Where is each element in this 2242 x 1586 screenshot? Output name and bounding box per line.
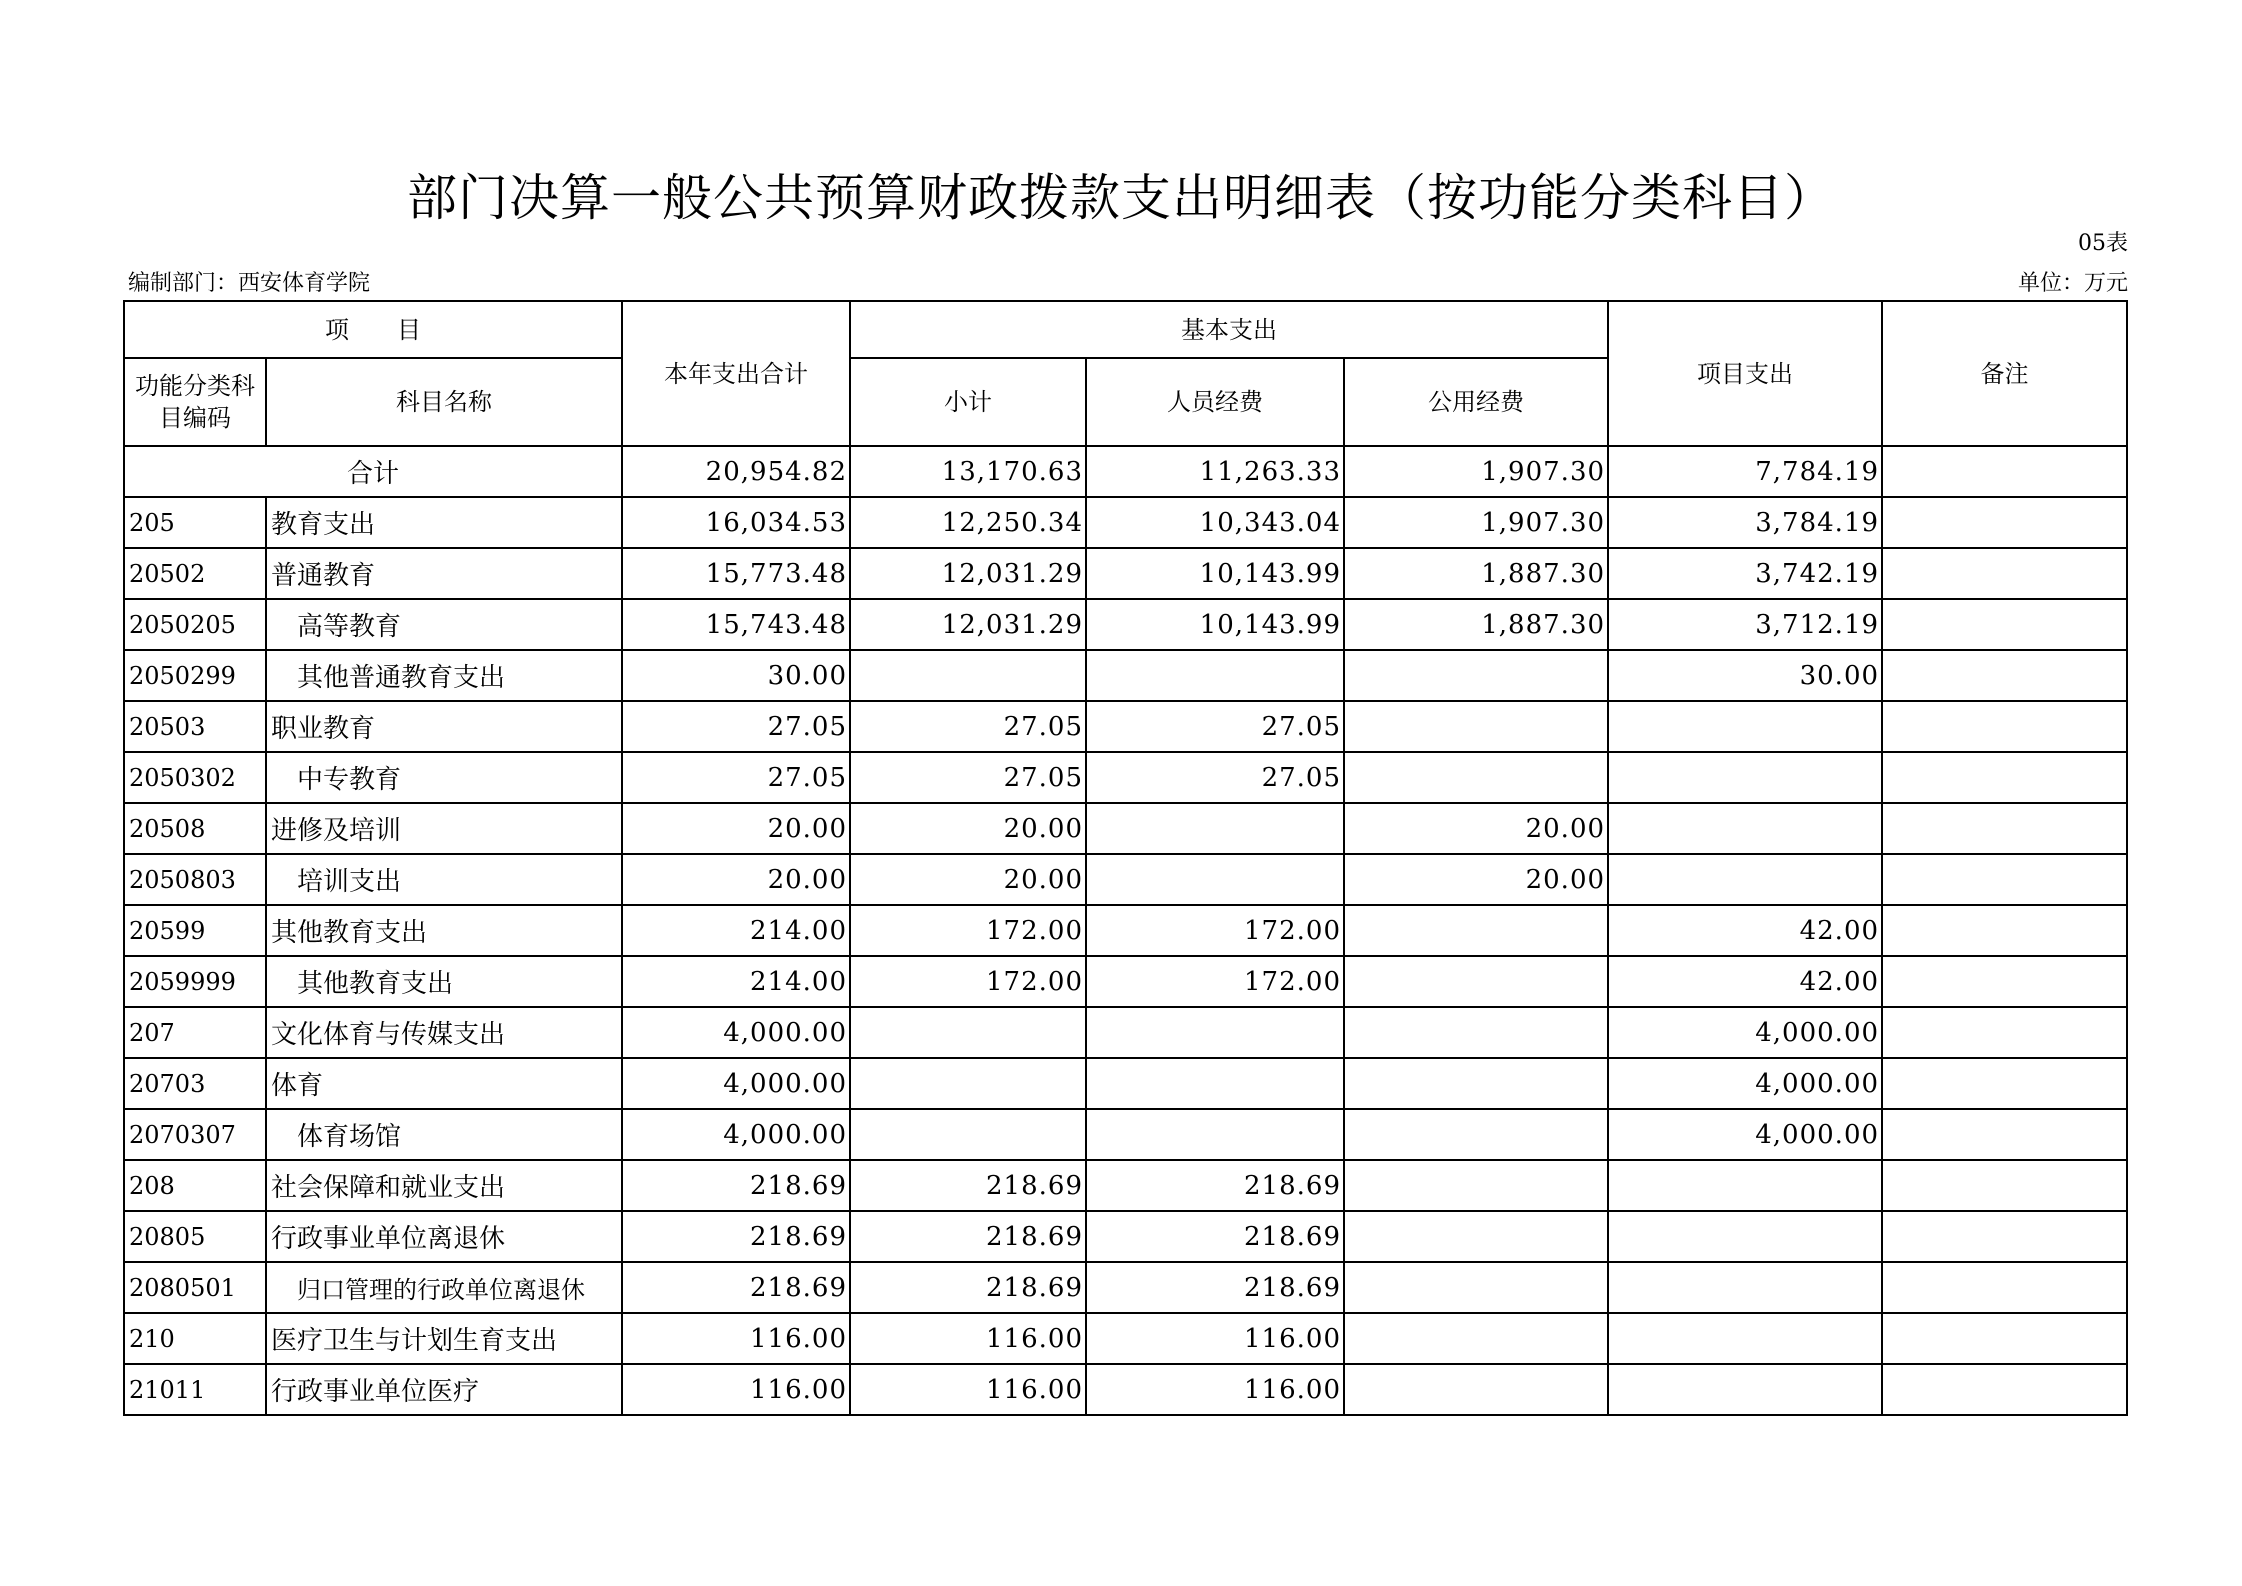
cell-subtotal: 218.69 bbox=[850, 1211, 1086, 1262]
cell-total: 4,000.00 bbox=[622, 1058, 850, 1109]
total-public: 1,907.30 bbox=[1344, 446, 1608, 497]
table-row bbox=[124, 1160, 2127, 1211]
unit-line bbox=[2018, 266, 2128, 297]
cell-code: 210 bbox=[124, 1313, 266, 1364]
cell-personnel bbox=[1086, 1007, 1344, 1058]
cell-total: 4,000.00 bbox=[622, 1109, 850, 1160]
cell-public: 1,907.30 bbox=[1344, 497, 1608, 548]
cell-subtotal: 20.00 bbox=[850, 854, 1086, 905]
cell-remark bbox=[1882, 1364, 2127, 1415]
cell-code: 208 bbox=[124, 1160, 266, 1211]
cell-project: 3,784.19 bbox=[1608, 497, 1882, 548]
cell-personnel: 10,143.99 bbox=[1086, 599, 1344, 650]
expenditure-table bbox=[123, 300, 2128, 1416]
table-row bbox=[124, 650, 2127, 701]
cell-remark bbox=[1882, 1109, 2127, 1160]
cell-remark bbox=[1882, 752, 2127, 803]
cell-subtotal bbox=[850, 1058, 1086, 1109]
cell-total: 16,034.53 bbox=[622, 497, 850, 548]
cell-total: 20.00 bbox=[622, 854, 850, 905]
cell-public bbox=[1344, 701, 1608, 752]
cell-name: 中专教育 bbox=[266, 752, 622, 803]
cell-personnel bbox=[1086, 803, 1344, 854]
cell-name: 文化体育与传媒支出 bbox=[266, 1007, 622, 1058]
table-row bbox=[124, 497, 2127, 548]
cell-total: 214.00 bbox=[622, 956, 850, 1007]
cell-name: 社会保障和就业支出 bbox=[266, 1160, 622, 1211]
cell-subtotal: 172.00 bbox=[850, 956, 1086, 1007]
table-row bbox=[124, 1313, 2127, 1364]
cell-personnel: 218.69 bbox=[1086, 1262, 1344, 1313]
cell-remark bbox=[1882, 599, 2127, 650]
cell-personnel: 27.05 bbox=[1086, 752, 1344, 803]
cell-subtotal bbox=[850, 1109, 1086, 1160]
cell-personnel: 116.00 bbox=[1086, 1364, 1344, 1415]
cell-public bbox=[1344, 1313, 1608, 1364]
cell-total: 116.00 bbox=[622, 1313, 850, 1364]
cell-name: 其他普通教育支出 bbox=[266, 650, 622, 701]
cell-project: 4,000.00 bbox=[1608, 1007, 1882, 1058]
table-row bbox=[124, 905, 2127, 956]
header-total: 本年支出合计 bbox=[622, 301, 850, 446]
header-basic: 基本支出 bbox=[850, 301, 1608, 358]
cell-personnel: 27.05 bbox=[1086, 701, 1344, 752]
cell-remark bbox=[1882, 1313, 2127, 1364]
cell-project bbox=[1608, 854, 1882, 905]
cell-public bbox=[1344, 752, 1608, 803]
cell-subtotal: 218.69 bbox=[850, 1262, 1086, 1313]
cell-code: 2050803 bbox=[124, 854, 266, 905]
cell-public bbox=[1344, 1364, 1608, 1415]
cell-project bbox=[1608, 803, 1882, 854]
cell-code: 2050302 bbox=[124, 752, 266, 803]
cell-code: 2080501 bbox=[124, 1262, 266, 1313]
header-personnel: 人员经费 bbox=[1086, 358, 1344, 446]
department-label: 编制部门： bbox=[128, 271, 239, 296]
cell-public bbox=[1344, 1007, 1608, 1058]
cell-remark bbox=[1882, 1160, 2127, 1211]
cell-code: 2059999 bbox=[124, 956, 266, 1007]
total-amount: 20,954.82 bbox=[622, 446, 850, 497]
cell-total: 20.00 bbox=[622, 803, 850, 854]
cell-code: 20703 bbox=[124, 1058, 266, 1109]
form-number: 05表 bbox=[2078, 231, 2128, 256]
cell-name: 归口管理的行政单位离退休 bbox=[266, 1262, 622, 1313]
table-row bbox=[124, 1109, 2127, 1160]
table-row bbox=[124, 1007, 2127, 1058]
table-row bbox=[124, 1058, 2127, 1109]
cell-personnel: 218.69 bbox=[1086, 1211, 1344, 1262]
table-row bbox=[124, 956, 2127, 1007]
cell-code: 205 bbox=[124, 497, 266, 548]
cell-subtotal: 116.00 bbox=[850, 1364, 1086, 1415]
cell-total: 30.00 bbox=[622, 650, 850, 701]
cell-public: 1,887.30 bbox=[1344, 599, 1608, 650]
cell-personnel: 10,343.04 bbox=[1086, 497, 1344, 548]
cell-code: 207 bbox=[124, 1007, 266, 1058]
cell-subtotal bbox=[850, 650, 1086, 701]
cell-project bbox=[1608, 701, 1882, 752]
total-subtotal: 13,170.63 bbox=[850, 446, 1086, 497]
cell-remark bbox=[1882, 701, 2127, 752]
cell-remark bbox=[1882, 1058, 2127, 1109]
cell-code: 2050205 bbox=[124, 599, 266, 650]
cell-public bbox=[1344, 1160, 1608, 1211]
header-public: 公用经费 bbox=[1344, 358, 1608, 446]
cell-code: 2070307 bbox=[124, 1109, 266, 1160]
cell-public bbox=[1344, 1058, 1608, 1109]
table-row bbox=[124, 599, 2127, 650]
cell-personnel: 172.00 bbox=[1086, 905, 1344, 956]
cell-personnel: 172.00 bbox=[1086, 956, 1344, 1007]
cell-name: 体育 bbox=[266, 1058, 622, 1109]
cell-public bbox=[1344, 1109, 1608, 1160]
page-title: 部门决算一般公共预算财政拨款支出明细表（按功能分类科目） bbox=[407, 169, 1835, 227]
header-project: 项目支出 bbox=[1608, 301, 1882, 446]
cell-project: 4,000.00 bbox=[1608, 1058, 1882, 1109]
cell-public bbox=[1344, 650, 1608, 701]
cell-code: 21011 bbox=[124, 1364, 266, 1415]
cell-code: 20503 bbox=[124, 701, 266, 752]
cell-code: 20599 bbox=[124, 905, 266, 956]
cell-name: 体育场馆 bbox=[266, 1109, 622, 1160]
cell-remark bbox=[1882, 956, 2127, 1007]
cell-project bbox=[1608, 1160, 1882, 1211]
cell-subtotal: 12,031.29 bbox=[850, 548, 1086, 599]
total-row bbox=[124, 446, 2127, 497]
cell-remark bbox=[1882, 1211, 2127, 1262]
cell-code: 20508 bbox=[124, 803, 266, 854]
cell-remark bbox=[1882, 650, 2127, 701]
cell-total: 116.00 bbox=[622, 1364, 850, 1415]
cell-personnel bbox=[1086, 1058, 1344, 1109]
cell-total: 4,000.00 bbox=[622, 1007, 850, 1058]
cell-public: 1,887.30 bbox=[1344, 548, 1608, 599]
cell-public bbox=[1344, 905, 1608, 956]
cell-remark bbox=[1882, 905, 2127, 956]
cell-project: 42.00 bbox=[1608, 956, 1882, 1007]
header-subtotal: 小计 bbox=[850, 358, 1086, 446]
cell-name: 行政事业单位离退休 bbox=[266, 1211, 622, 1262]
unit-label: 单位： bbox=[2017, 271, 2084, 296]
cell-project bbox=[1608, 1364, 1882, 1415]
table-row bbox=[124, 1262, 2127, 1313]
table-row bbox=[124, 854, 2127, 905]
cell-remark bbox=[1882, 854, 2127, 905]
cell-name: 行政事业单位医疗 bbox=[266, 1364, 622, 1415]
table-row bbox=[124, 1211, 2127, 1262]
table-row bbox=[124, 803, 2127, 854]
cell-total: 27.05 bbox=[622, 752, 850, 803]
cell-project: 3,742.19 bbox=[1608, 548, 1882, 599]
cell-name: 培训支出 bbox=[266, 854, 622, 905]
cell-project bbox=[1608, 1262, 1882, 1313]
cell-personnel: 218.69 bbox=[1086, 1160, 1344, 1211]
cell-code: 20805 bbox=[124, 1211, 266, 1262]
cell-total: 218.69 bbox=[622, 1262, 850, 1313]
cell-subtotal: 172.00 bbox=[850, 905, 1086, 956]
header-item: 项 目 bbox=[124, 301, 622, 358]
cell-remark bbox=[1882, 1262, 2127, 1313]
cell-personnel bbox=[1086, 854, 1344, 905]
cell-project bbox=[1608, 1313, 1882, 1364]
cell-total: 15,773.48 bbox=[622, 548, 850, 599]
unit-value: 万元 bbox=[2083, 271, 2128, 296]
cell-remark bbox=[1882, 548, 2127, 599]
department-name: 西安体育学院 bbox=[238, 271, 371, 296]
cell-code: 2050299 bbox=[124, 650, 266, 701]
cell-subtotal: 27.05 bbox=[850, 701, 1086, 752]
cell-name: 普通教育 bbox=[266, 548, 622, 599]
cell-remark bbox=[1882, 803, 2127, 854]
cell-personnel: 116.00 bbox=[1086, 1313, 1344, 1364]
cell-subtotal: 218.69 bbox=[850, 1160, 1086, 1211]
cell-project: 42.00 bbox=[1608, 905, 1882, 956]
cell-subtotal: 20.00 bbox=[850, 803, 1086, 854]
cell-public: 20.00 bbox=[1344, 803, 1608, 854]
cell-name: 进修及培训 bbox=[266, 803, 622, 854]
cell-public bbox=[1344, 956, 1608, 1007]
cell-name: 职业教育 bbox=[266, 701, 622, 752]
cell-public bbox=[1344, 1262, 1608, 1313]
header-remark: 备注 bbox=[1882, 301, 2127, 446]
cell-personnel bbox=[1086, 1109, 1344, 1160]
cell-name: 其他教育支出 bbox=[266, 905, 622, 956]
total-personnel: 11,263.33 bbox=[1086, 446, 1344, 497]
table-row bbox=[124, 1364, 2127, 1415]
cell-subtotal: 12,031.29 bbox=[850, 599, 1086, 650]
cell-personnel: 10,143.99 bbox=[1086, 548, 1344, 599]
header-name: 科目名称 bbox=[266, 358, 622, 446]
department-line bbox=[128, 266, 370, 297]
cell-total: 214.00 bbox=[622, 905, 850, 956]
cell-remark bbox=[1882, 497, 2127, 548]
cell-subtotal: 12,250.34 bbox=[850, 497, 1086, 548]
cell-code: 20502 bbox=[124, 548, 266, 599]
table-body bbox=[124, 446, 2127, 1415]
cell-public bbox=[1344, 1211, 1608, 1262]
cell-name: 医疗卫生与计划生育支出 bbox=[266, 1313, 622, 1364]
total-remark bbox=[1882, 446, 2127, 497]
cell-public: 20.00 bbox=[1344, 854, 1608, 905]
cell-total: 218.69 bbox=[622, 1160, 850, 1211]
table-row bbox=[124, 548, 2127, 599]
cell-total: 15,743.48 bbox=[622, 599, 850, 650]
total-label: 合计 bbox=[124, 446, 622, 497]
cell-total: 27.05 bbox=[622, 701, 850, 752]
cell-project bbox=[1608, 752, 1882, 803]
cell-name: 高等教育 bbox=[266, 599, 622, 650]
table-row bbox=[124, 701, 2127, 752]
cell-project bbox=[1608, 1211, 1882, 1262]
cell-project: 30.00 bbox=[1608, 650, 1882, 701]
cell-total: 218.69 bbox=[622, 1211, 850, 1262]
cell-personnel bbox=[1086, 650, 1344, 701]
cell-name: 其他教育支出 bbox=[266, 956, 622, 1007]
cell-subtotal: 27.05 bbox=[850, 752, 1086, 803]
total-project: 7,784.19 bbox=[1608, 446, 1882, 497]
cell-subtotal: 116.00 bbox=[850, 1313, 1086, 1364]
cell-remark bbox=[1882, 1007, 2127, 1058]
table-row bbox=[124, 752, 2127, 803]
cell-project: 4,000.00 bbox=[1608, 1109, 1882, 1160]
cell-subtotal bbox=[850, 1007, 1086, 1058]
cell-name: 教育支出 bbox=[266, 497, 622, 548]
cell-project: 3,712.19 bbox=[1608, 599, 1882, 650]
header-code: 功能分类科目编码 bbox=[124, 358, 266, 446]
